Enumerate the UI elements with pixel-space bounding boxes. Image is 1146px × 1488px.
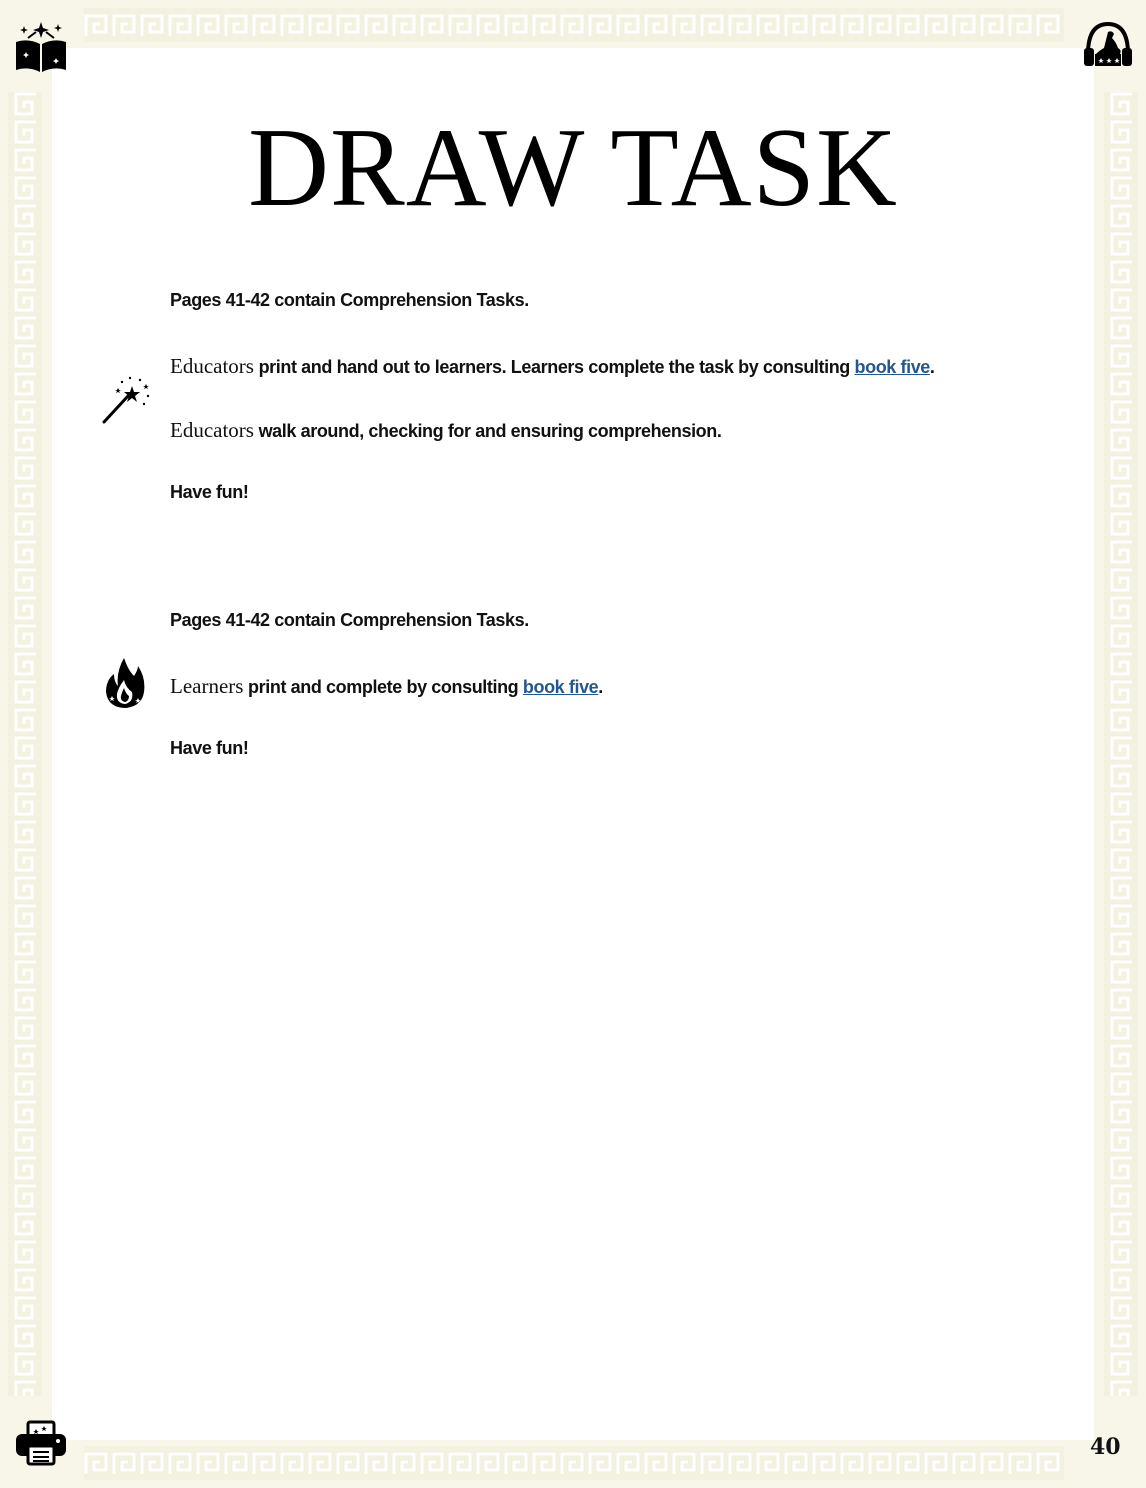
learners-instructions: [170, 674, 1050, 699]
instruction-text: print and complete by consulting: [243, 677, 523, 697]
border-pattern: [1104, 92, 1138, 1396]
flame-icon: [104, 656, 146, 715]
learners-pages-line: Pages 41-42 contain Comprehension Tasks.: [170, 610, 529, 630]
book-five-link[interactable]: book five: [522, 677, 599, 697]
period: .: [598, 677, 603, 697]
greek-key-border-top: [84, 8, 1064, 42]
printer-icon[interactable]: [14, 1420, 68, 1471]
border-pattern: [8, 92, 42, 1396]
role-educators: Educators: [170, 354, 254, 378]
educators-instructions: [170, 354, 1050, 379]
educators-pages-line: Pages 41-42 contain Comprehension Tasks.: [170, 290, 529, 310]
magic-book-icon[interactable]: [14, 18, 68, 79]
period: .: [929, 357, 935, 377]
wizard-headphones-icon[interactable]: [1082, 20, 1134, 75]
instruction-text: print and hand out to learners. Learners complete the task by consulting: [253, 357, 855, 377]
role-educators: Educators: [170, 418, 254, 442]
educators-closing: Have fun!: [170, 482, 249, 502]
book-five-link[interactable]: book five: [854, 357, 930, 377]
educators-walk-around: [170, 418, 1050, 443]
page-title: DRAW TASK: [248, 106, 898, 230]
page-number: 40: [1090, 1434, 1121, 1460]
greek-key-border-right: [1104, 92, 1138, 1396]
learners-closing: Have fun!: [170, 738, 249, 758]
border-pattern: [84, 1446, 1064, 1480]
role-learners: Learners: [170, 674, 244, 698]
border-pattern: [84, 8, 1064, 42]
magic-wand-icon: [100, 374, 152, 431]
greek-key-border-left: [8, 92, 42, 1396]
instruction-text: walk around, checking for and ensuring comprehension.: [253, 421, 722, 441]
greek-key-border-bottom: [84, 1446, 1064, 1480]
